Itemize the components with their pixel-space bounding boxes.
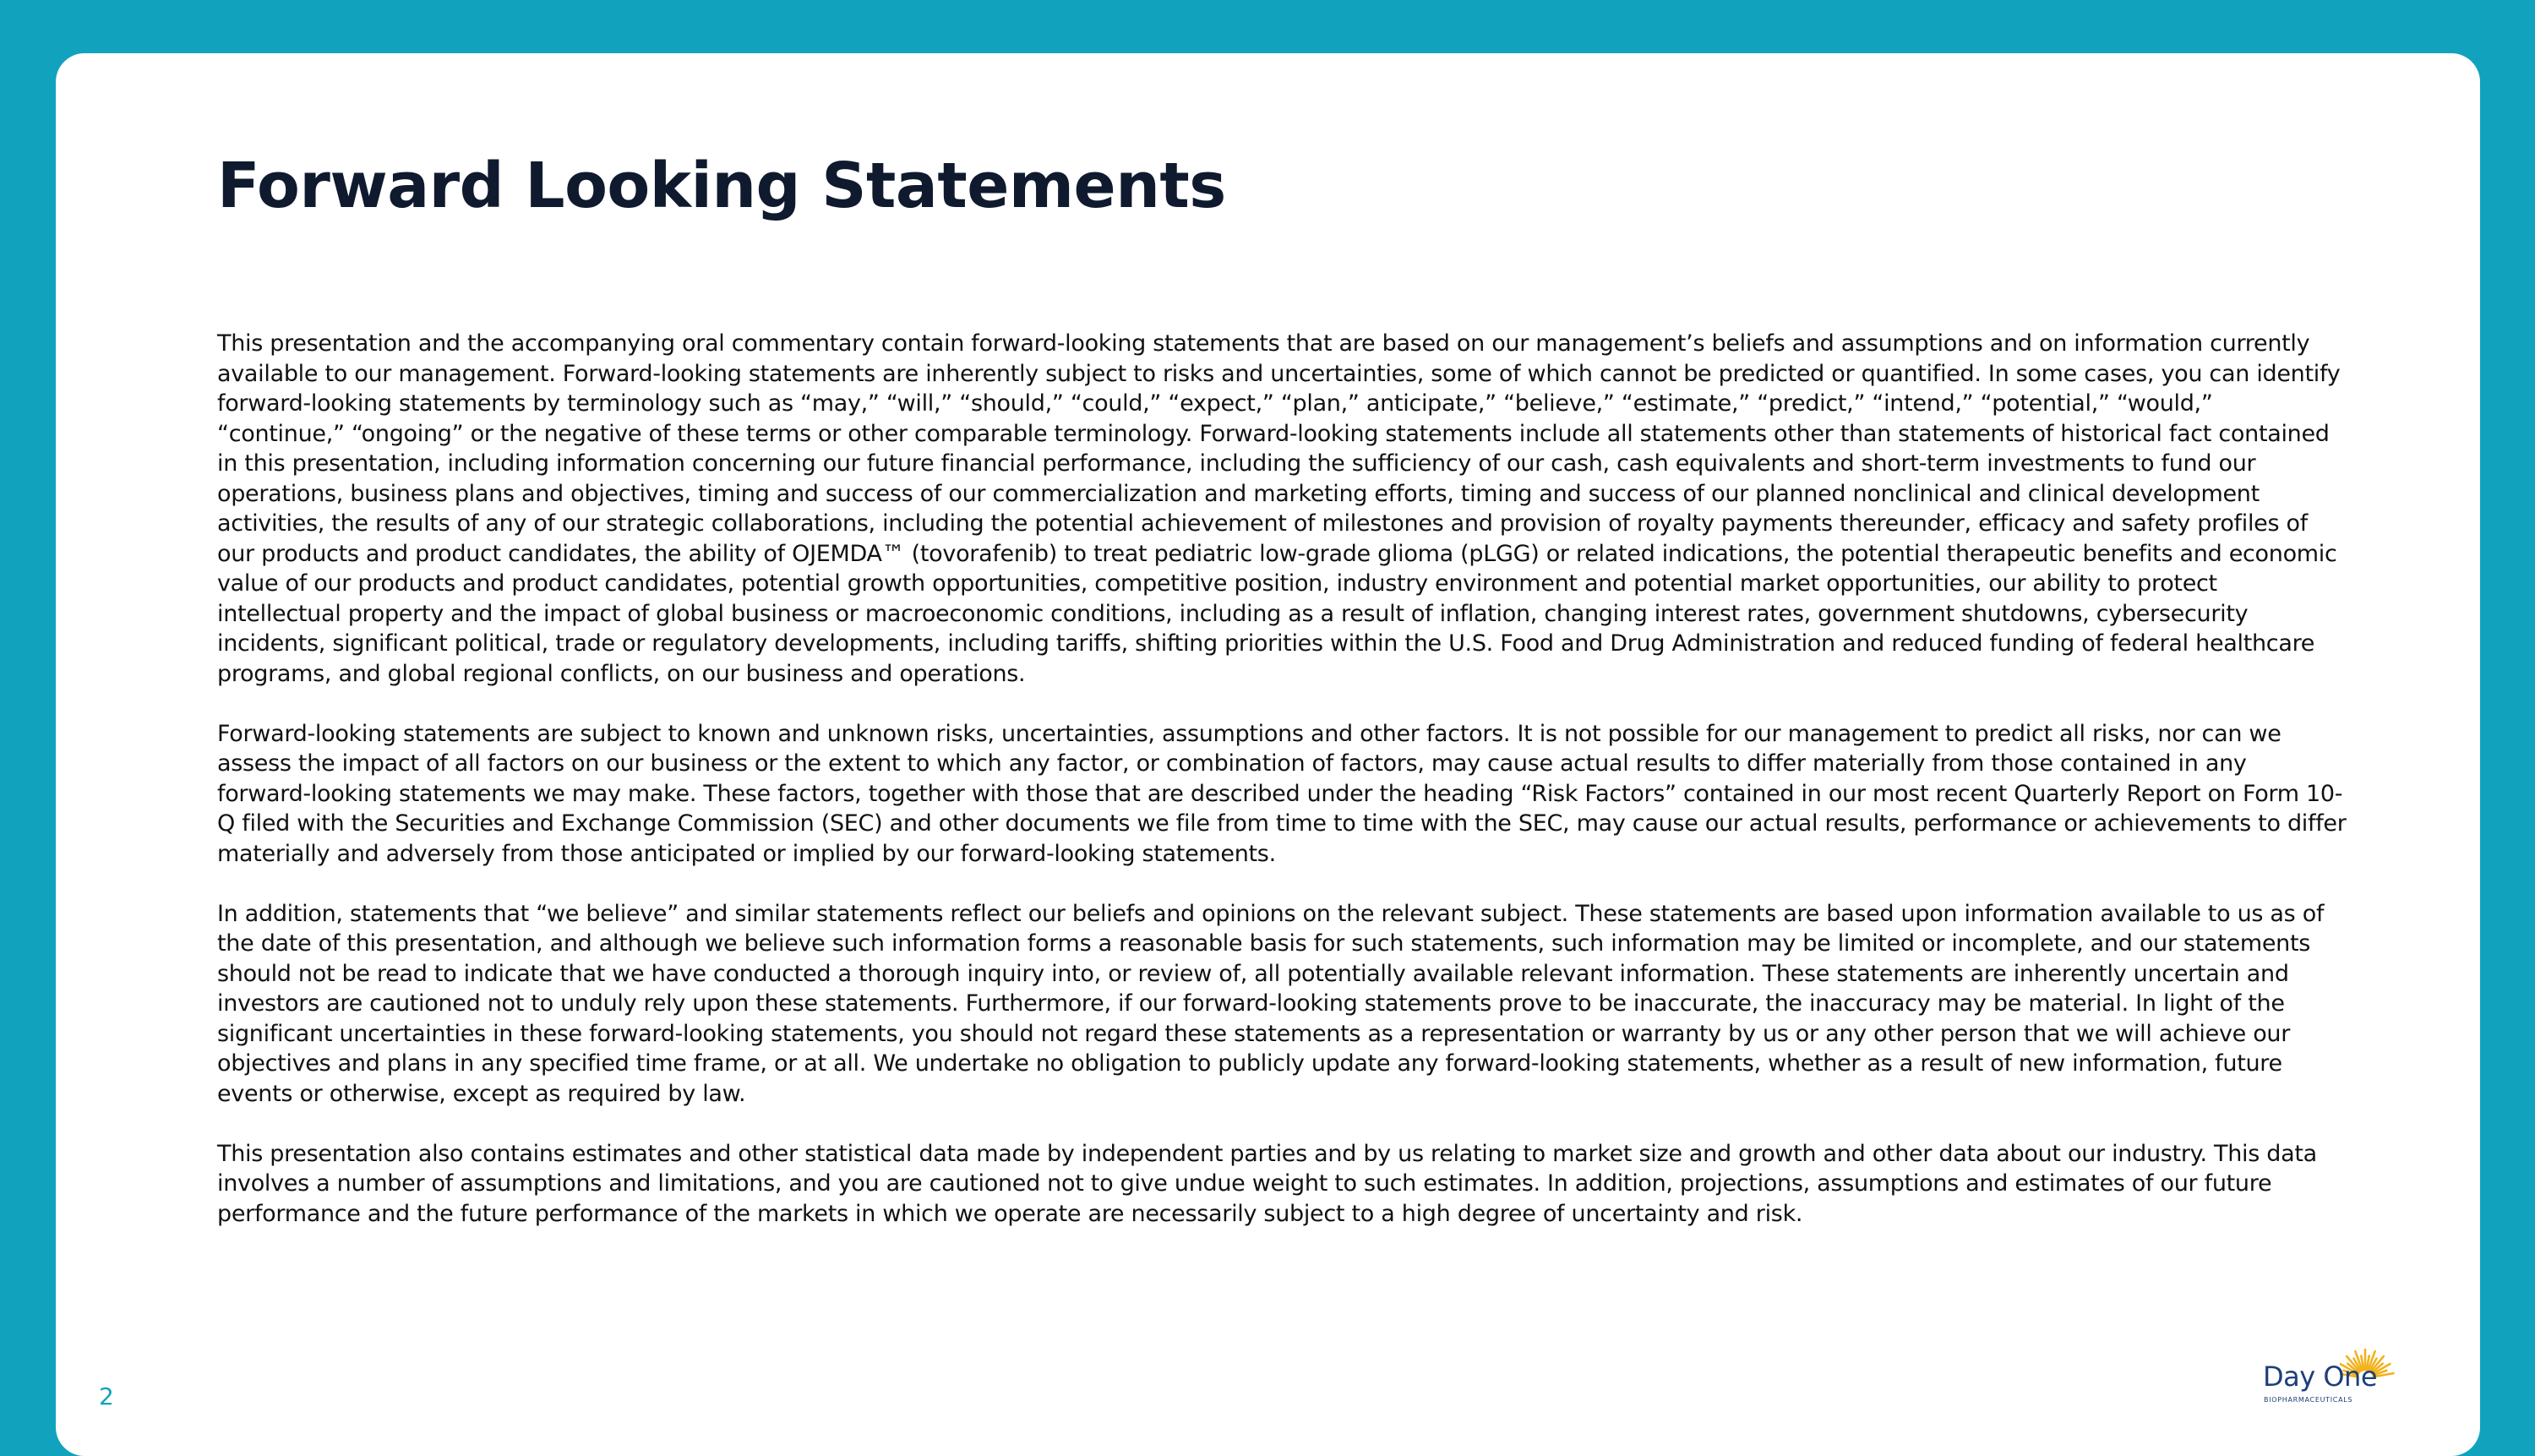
page-number: 2 <box>99 1382 114 1410</box>
slide-title: Forward Looking Statements <box>217 150 1226 222</box>
logo-wordmark: Day One <box>2263 1361 2378 1393</box>
paragraph-1: This presentation and the accompanying oral commentary contain forward-looking statements that are based on our management’s beliefs and assumptions and on information currently available to our management. Forward-looking statements are inherently subject to risks and uncertainties, some of which cannot be predicted or quantified. In some cases, you can identify forward-looking statements by terminology such as “may,” “will,” “should,” “could,” “expect,” “plan,” anticipate,” “believe,” “estimate,” “predict,” “intend,” “potential,” “would,” “continue,” “ongoing” or the negative of these terms or other comparable terminology. Forward-looking statements include all statements other than statements of historical fact contained in this presentation, including information concerning our future financial performance, including the sufficiency of our cash, cash equivalents and short-term investments to fund our operations, business plans and objectives, timing and success of our commercialization and marketing efforts, timing and success of our planned nonclinical and clinical development activities, the results of any of our strategic collaborations, including the potential achievement of milestones and provision of royalty payments thereunder, efficacy and safety profiles of our products and product candidates, the ability of OJEMDA™ (tovorafenib) to treat pediatric low-grade glioma (pLGG) or related indications, the potential therapeutic benefits and economic value of our products and product candidates, potential growth opportunities, competitive position, industry environment and potential market opportunities, our ability to protect intellectual property and the impact of global business or macroeconomic conditions, including as a result of inflation, changing interest rates, government shutdowns, cybersecurity incidents, significant political, trade or regulatory developments, including tariffs, shifting priorities within the U.S. Food and Drug Administration and reduced funding of federal healthcare programs, and global regional conflicts, on our business and operations. <box>217 330 2341 687</box>
paragraph-4: This presentation also contains estimates and other statistical data made by independent parties and by us relating to market size and growth and other data about our industry. This data involves a number of assumptions and limitations, and you are cautioned not to give undue weight to such estimates. In addition, projections, assumptions and estimates of our future performance and the future performance of the markets in which we operate are necessarily subject to a high degree of uncertainty and risk. <box>217 1140 2317 1227</box>
paragraph-2: Forward-looking statements are subject to known and unknown risks, uncertainties, assumptions and other factors. It is not possible for our management to predict all risks, nor can we assess the impact of all factors on our business or the extent to which any factor, or combination of factors, may cause actual results to differ materially from those contained in any forward-looking statements we may make. These factors, together with those that are described under the heading “Risk Factors” contained in our most recent Quarterly Report on Form 10-Q filed with the Securities and Exchange Commission (SEC) and other documents we file from time to time with the SEC, may cause our actual results, performance or achievements to differ materially and adversely from those anticipated or implied by our forward-looking statements. <box>217 720 2347 867</box>
company-logo <box>2260 1339 2404 1407</box>
logo-tagline: BIOPHARMACEUTICALS <box>2264 1396 2353 1404</box>
disclaimer-body <box>217 329 2347 1259</box>
paragraph-3: In addition, statements that “we believe” and similar statements reflect our beliefs and opinions on the relevant subject. These statements are based upon information available to us as of the date of this presentation, and although we believe such information forms a reasonable basis for such statements, such information may be limited or incomplete, and our statements should not be read to indicate that we have conducted a thorough inquiry into, or review of, all potentially available relevant information. These statements are inherently uncertain and investors are cautioned not to unduly rely upon these statements. Furthermore, if our forward-looking statements prove to be inaccurate, the inaccuracy may be material. In light of the significant uncertainties in these forward-looking statements, you should not regard these statements as a representation or warranty by us or any other person that we will achieve our objectives and plans in any specified time frame, or at all. We undertake no obligation to publicly update any forward-looking statements, whether as a result of new information, future events or otherwise, except as required by law. <box>217 900 2325 1107</box>
